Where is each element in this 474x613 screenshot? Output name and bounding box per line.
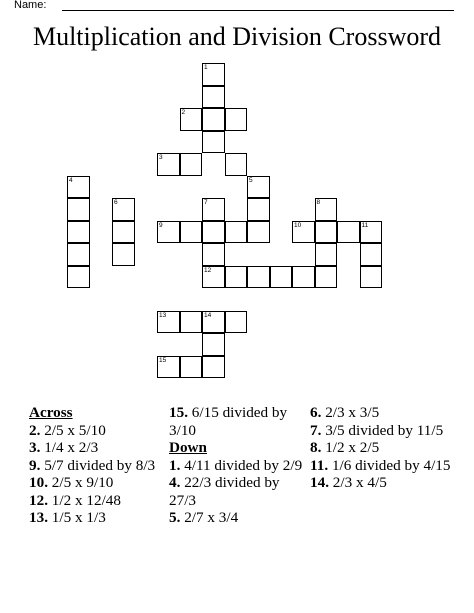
grid-cell[interactable] [360,221,383,244]
grid-clue-number: 9 [159,221,163,229]
across-clue-2: 2. 2/5 x 5/10 [29,421,106,439]
across-clue-3: 3. 1/4 x 2/3 [29,439,99,456]
grid-cell[interactable] [180,356,203,379]
grid-cell[interactable] [315,243,338,266]
grid-cell[interactable] [112,243,135,266]
grid-cell[interactable] [292,266,315,289]
grid-clue-number: 15 [159,356,167,364]
grid-clue-number: 2 [181,109,186,116]
grid-cell[interactable] [337,221,360,244]
grid-cell[interactable] [360,266,383,289]
grid-cell[interactable] [202,266,225,289]
across-header: Across [29,404,73,421]
grid-cell[interactable] [315,266,338,289]
clues-column-3 [310,404,470,492]
grid-cell[interactable] [202,131,225,154]
grid-cell[interactable] [247,176,270,199]
page-title: Multiplication and Division Crossword [32,22,442,51]
across-clue-10: 10. 2/5 x 9/10 [29,474,114,491]
down-clue-6: 6. 2/3 x 3/5 [310,404,380,421]
down-header: Down [169,439,207,456]
grid-cell[interactable] [67,243,90,266]
grid-clue-number: 1 [204,64,208,71]
grid-cell[interactable] [67,221,90,244]
grid-cell[interactable] [225,108,248,131]
grid-clue-number: 5 [249,176,253,184]
grid-cell[interactable] [180,311,203,334]
grid-cell[interactable] [292,221,315,244]
grid-clue-number: 7 [204,199,208,206]
down-clue-11: 11. 1/6 divided by 4/15 [310,456,451,474]
grid-clue-number: 13 [159,311,167,319]
grid-cell[interactable] [157,221,180,244]
grid-clue-number: 14 [204,311,212,319]
grid-clue-number: 10 [294,221,302,229]
grid-cell[interactable] [247,198,270,221]
across-clue-12: 12. 1/2 x 12/48 [29,491,121,509]
grid-cell[interactable] [225,221,248,244]
grid-cell[interactable] [157,153,180,176]
grid-cell[interactable] [247,266,270,289]
grid-cell[interactable] [67,198,90,221]
grid-cell[interactable] [202,198,225,221]
grid-clue-number: 8 [316,199,321,206]
grid-cell[interactable] [67,176,90,199]
grid-cell[interactable] [67,266,90,289]
across-clue-13: 13. 1/5 x 1/3 [29,509,106,526]
grid-cell[interactable] [202,311,225,334]
down-clue-5: 5. 2/7 x 3/4 [169,509,239,526]
grid-clue-number: 6 [114,199,118,206]
grid-cell[interactable] [225,153,248,176]
grid-clue-number: 4 [69,176,73,184]
grid-cell[interactable] [225,311,248,334]
clues-column-2 [169,404,309,527]
grid-cell[interactable] [202,356,225,379]
grid-cell[interactable] [202,243,225,266]
grid-cell[interactable] [180,108,203,131]
grid-cell[interactable] [157,311,180,334]
grid-clue-number: 11 [361,221,369,229]
grid-cell[interactable] [180,221,203,244]
down-clue-7: 7. 3/5 divided by 11/5 [310,421,444,439]
grid-cell[interactable] [247,221,270,244]
grid-cell[interactable] [315,198,338,221]
down-clue-1: 1. 4/11 divided by 2/9 [169,456,303,474]
grid-cell[interactable] [202,108,225,131]
grid-cell[interactable] [360,243,383,266]
grid-cell[interactable] [315,221,338,244]
across-clue-15: 15. 6/15 divided by 3/10 [169,404,288,439]
down-clue-14: 14. 2/3 x 4/5 [310,474,387,491]
down-clue-4: 4. 22/3 divided by 27/3 [169,474,280,509]
grid-clue-number: 12 [204,266,212,274]
grid-cell[interactable] [225,266,248,289]
grid-cell[interactable] [112,198,135,221]
grid-cell[interactable] [112,221,135,244]
grid-cell[interactable] [180,153,203,176]
clues-column-1 [29,404,169,527]
grid-cell[interactable] [202,221,225,244]
grid-clue-number: 3 [159,154,163,161]
grid-cell[interactable] [270,266,293,289]
down-clue-8: 8. 1/2 x 2/5 [310,439,380,456]
grid-cell[interactable] [157,356,180,379]
across-clue-9: 9. 5/7 divided by 8/3 [29,456,156,474]
grid-cell[interactable] [202,86,225,109]
grid-cell[interactable] [202,63,225,86]
grid-cell[interactable] [202,333,225,356]
name-label: Name: [14,0,47,11]
